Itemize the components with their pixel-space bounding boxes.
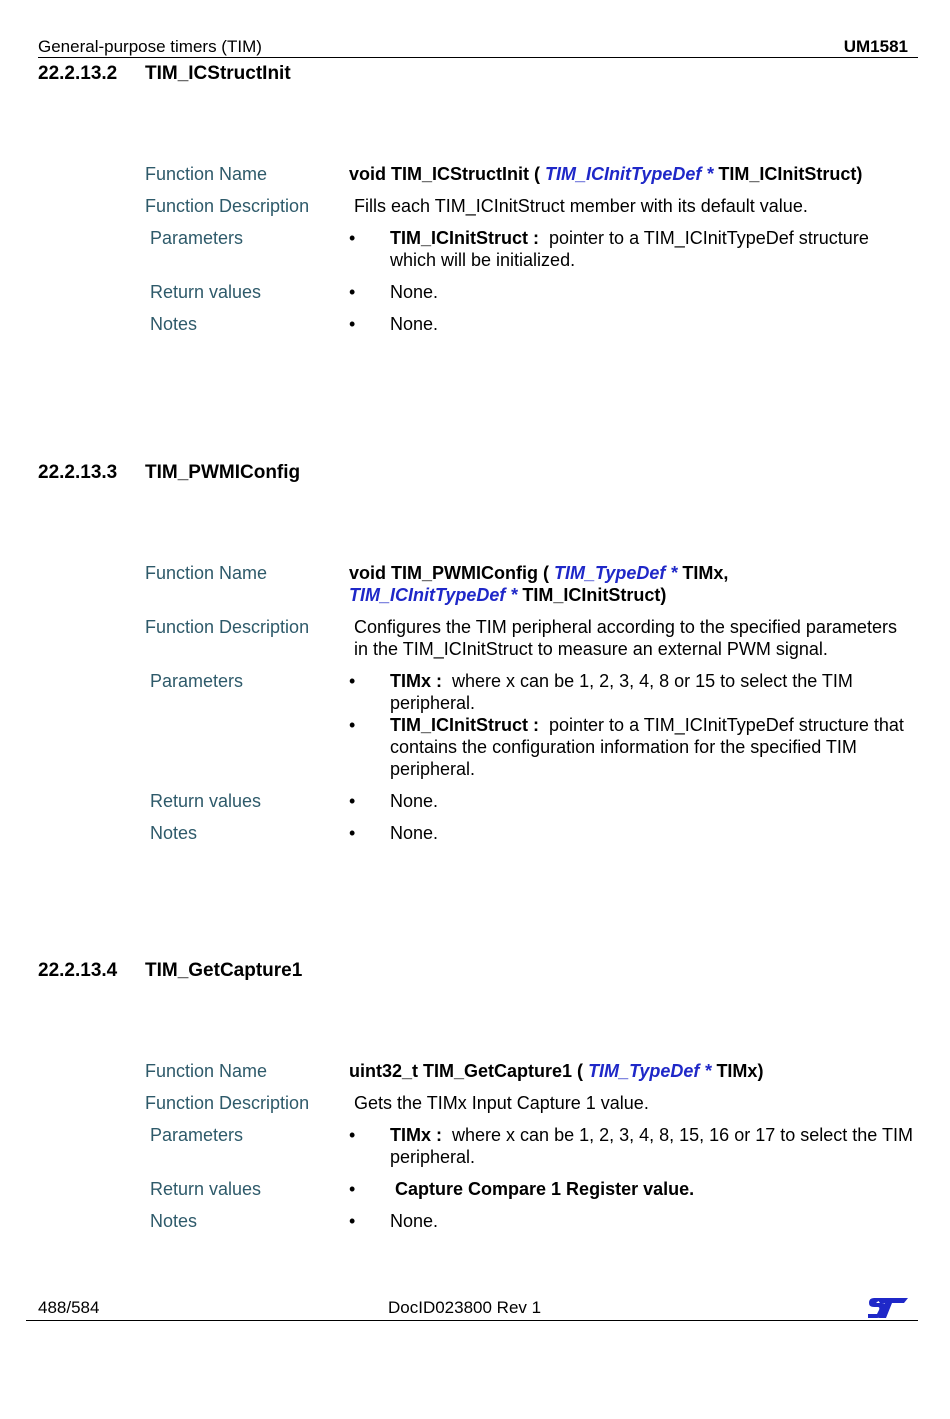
bullet-icon: • xyxy=(349,228,356,248)
signature-prefix: uint32_t TIM_GetCapture1 ( xyxy=(349,1061,584,1081)
section-number: 22.2.13.2 xyxy=(38,63,118,84)
return-values-label: Return values xyxy=(150,1179,262,1199)
parameter-text: pointer to a TIM_ICInitTypeDef structure which will be initialized. xyxy=(390,228,869,270)
return-values-row xyxy=(145,1178,915,1200)
function-name-row xyxy=(145,562,915,606)
bullet-icon: • xyxy=(349,671,356,691)
function-name-row xyxy=(145,163,915,185)
header-doc-code: UM1581 xyxy=(843,37,908,56)
function-signature xyxy=(349,562,915,606)
section-heading xyxy=(38,462,300,484)
signature-prefix: void TIM_ICStructInit ( xyxy=(349,164,540,184)
function-name-label: Function Name xyxy=(145,563,268,583)
parameter-item xyxy=(349,714,915,780)
page-number: 488/584 xyxy=(38,1298,100,1317)
parameter-name: TIM_ICInitStruct : xyxy=(390,228,539,248)
signature-arg: TIMx, xyxy=(682,563,729,583)
notes-text: None. xyxy=(390,1211,439,1231)
page-footer xyxy=(26,1298,918,1321)
notes-label: Notes xyxy=(150,823,198,843)
parameter-item xyxy=(349,670,915,714)
signature-type-link[interactable]: TIM_ICInitTypeDef * xyxy=(349,585,518,605)
function-table xyxy=(145,1060,915,1242)
st-logo-icon xyxy=(868,1296,908,1320)
function-signature xyxy=(349,1060,915,1082)
function-signature xyxy=(349,163,915,185)
function-table xyxy=(145,163,915,345)
function-description-row xyxy=(145,195,915,217)
parameter-text: where x can be 1, 2, 3, 4, 8 or 15 to select the TIM peripheral. xyxy=(390,671,853,713)
return-text: Capture Compare 1 Register value. xyxy=(395,1179,695,1199)
doc-id: DocID023800 Rev 1 xyxy=(388,1298,542,1317)
return-values-label: Return values xyxy=(150,791,262,811)
section-title: TIM_ICStructInit xyxy=(145,63,291,84)
parameters-row xyxy=(145,227,915,271)
notes-item xyxy=(349,822,915,844)
parameters-row xyxy=(145,670,915,780)
notes-row xyxy=(145,822,915,844)
parameter-name: TIMx : xyxy=(390,671,442,691)
function-name-label: Function Name xyxy=(145,1061,268,1081)
function-description-row xyxy=(145,616,915,660)
notes-row xyxy=(145,1210,915,1232)
section-heading xyxy=(38,63,291,85)
function-description-label: Function Description xyxy=(145,617,310,637)
section-heading xyxy=(38,960,302,982)
bullet-icon: • xyxy=(349,715,356,735)
signature-arg: TIMx) xyxy=(716,1061,764,1081)
header-chapter-title: General-purpose timers (TIM) xyxy=(38,37,262,56)
notes-label: Notes xyxy=(150,314,198,334)
parameters-row xyxy=(145,1124,915,1168)
return-values-label: Return values xyxy=(150,282,262,302)
return-values-row xyxy=(145,281,915,303)
function-name-row xyxy=(145,1060,915,1082)
signature-prefix: void TIM_PWMIConfig ( xyxy=(349,563,549,583)
notes-text: None. xyxy=(390,823,439,843)
section-title: TIM_PWMIConfig xyxy=(145,462,301,483)
function-table xyxy=(145,562,915,854)
signature-type-link[interactable]: TIM_TypeDef * xyxy=(553,563,678,583)
function-description-label: Function Description xyxy=(145,1093,310,1113)
parameter-item xyxy=(349,227,915,271)
signature-arg: TIM_ICInitStruct) xyxy=(718,164,863,184)
return-item xyxy=(349,281,915,303)
function-description-row xyxy=(145,1092,915,1114)
function-description: Fills each TIM_ICInitStruct member with its default value. xyxy=(354,196,808,216)
section-title: TIM_GetCapture1 xyxy=(145,960,303,981)
bullet-icon: • xyxy=(349,314,356,334)
signature-arg: TIM_ICInitStruct) xyxy=(522,585,667,605)
bullet-icon: • xyxy=(349,823,356,843)
notes-text: None. xyxy=(390,314,439,334)
return-item xyxy=(349,1178,915,1200)
parameter-text: pointer to a TIM_ICInitTypeDef structure that contains the configuration information for the specified TIM peripheral. xyxy=(390,715,904,779)
notes-item xyxy=(349,313,915,335)
signature-type-link[interactable]: TIM_TypeDef * xyxy=(588,1061,712,1081)
notes-label: Notes xyxy=(150,1211,198,1231)
parameter-name: TIM_ICInitStruct : xyxy=(390,715,539,735)
function-description-label: Function Description xyxy=(145,196,310,216)
bullet-icon: • xyxy=(349,1211,356,1231)
parameters-label: Parameters xyxy=(150,228,244,248)
return-values-row xyxy=(145,790,915,812)
bullet-icon: • xyxy=(349,791,356,811)
section-number: 22.2.13.3 xyxy=(38,462,118,483)
parameter-item xyxy=(349,1124,915,1168)
page-header xyxy=(38,35,918,58)
bullet-icon: • xyxy=(349,1179,356,1199)
bullet-icon: • xyxy=(349,282,356,302)
signature-type-link[interactable]: TIM_ICInitTypeDef * xyxy=(545,164,714,184)
notes-row xyxy=(145,313,915,335)
section-number: 22.2.13.4 xyxy=(38,960,118,981)
parameter-text: where x can be 1, 2, 3, 4, 8, 15, 16 or 17 to select the TIM peripheral. xyxy=(390,1125,913,1167)
return-text: None. xyxy=(390,282,439,302)
bullet-icon: • xyxy=(349,1125,356,1145)
function-description: Gets the TIMx Input Capture 1 value. xyxy=(354,1093,649,1113)
return-item xyxy=(349,790,915,812)
return-text: None. xyxy=(390,791,439,811)
parameter-name: TIMx : xyxy=(390,1125,442,1145)
notes-item xyxy=(349,1210,915,1232)
parameters-label: Parameters xyxy=(150,671,244,691)
function-description: Configures the TIM peripheral according to the specified parameters in the TIM_ICInitStruct to measure an external PWM signal. xyxy=(354,617,897,659)
function-name-label: Function Name xyxy=(145,164,268,184)
parameters-label: Parameters xyxy=(150,1125,244,1145)
